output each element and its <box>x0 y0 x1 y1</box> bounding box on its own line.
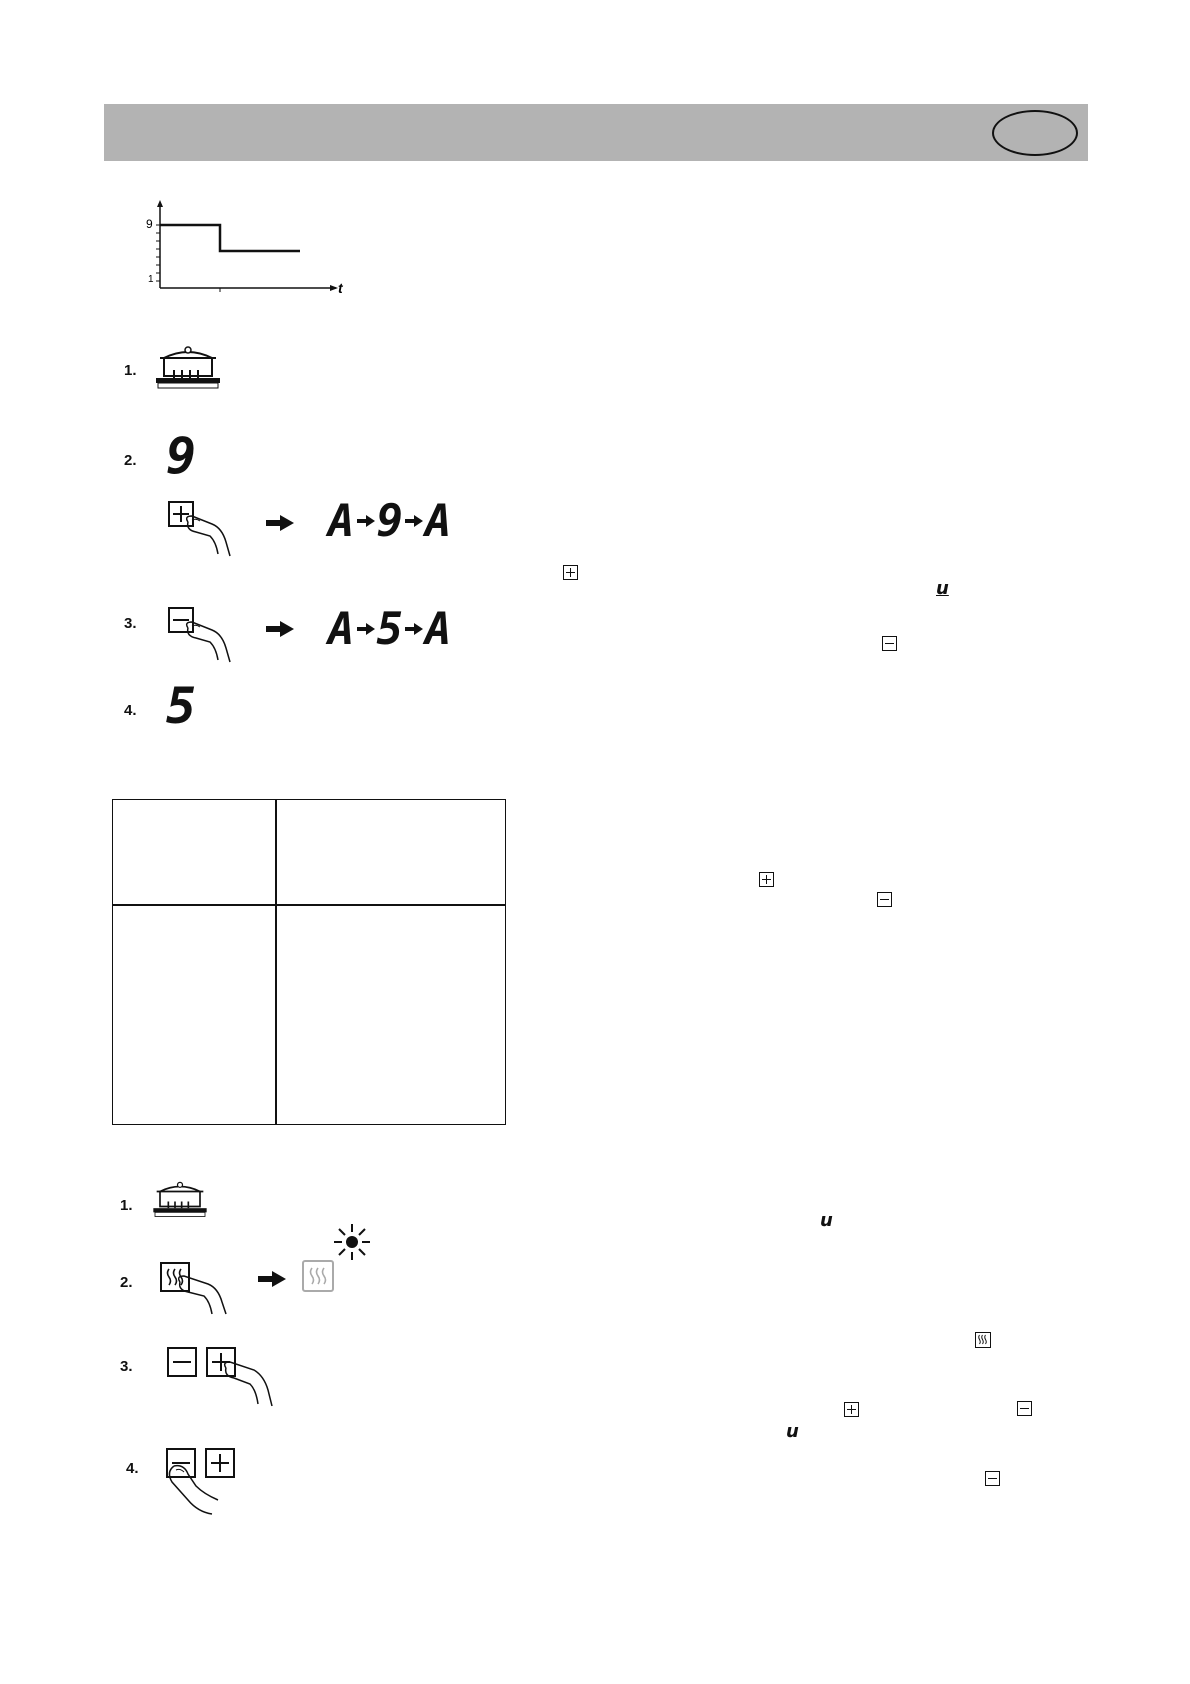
pot-on-hob-icon <box>152 344 224 390</box>
sequence-char: 9 <box>376 495 403 547</box>
minus-display-sequence <box>328 604 452 654</box>
inline-minus-key-icon <box>985 1471 1000 1486</box>
finger-icon <box>182 618 232 664</box>
inline-plus-key-icon <box>759 872 774 887</box>
section-b-step-1-label: 1. <box>120 1197 133 1214</box>
graph-label-t: t <box>338 280 343 296</box>
graph-power-curve <box>160 225 300 251</box>
language-badge-oval <box>992 110 1078 156</box>
arrow-right-icon <box>256 1271 288 1287</box>
sequence-char: A <box>425 603 452 655</box>
arrow-right-icon <box>405 515 423 527</box>
graph-label-1: 1 <box>148 274 154 285</box>
plus-display-sequence <box>328 496 452 546</box>
finger-icon <box>174 1272 230 1316</box>
graph-y-arrow <box>157 200 163 207</box>
inline-display-u: u <box>820 1210 833 1231</box>
power-level-graph <box>140 198 360 298</box>
inline-minus-key-icon <box>882 636 897 651</box>
inline-display-u-underlined: u <box>936 578 949 599</box>
flashing-sun-icon <box>332 1222 372 1262</box>
section-a-step-2-label: 2. <box>124 452 137 469</box>
inline-minus-key-icon <box>1017 1401 1032 1416</box>
table <box>112 799 506 1125</box>
inline-keep-warm-key-icon <box>975 1332 991 1348</box>
arrow-right-icon <box>266 515 294 531</box>
table-column-divider <box>275 800 277 1124</box>
minus-key-icon <box>167 1347 197 1377</box>
section-b-step-3-label: 3. <box>120 1358 133 1375</box>
finger-icon <box>182 512 232 558</box>
inline-minus-key-icon <box>877 892 892 907</box>
arrow-right-icon <box>357 623 375 635</box>
sequence-char: A <box>425 495 452 547</box>
header-band <box>104 104 1088 161</box>
table-row-divider <box>113 904 505 906</box>
display-digit-9: 9 <box>166 427 197 485</box>
graph-label-9: 9 <box>146 217 153 231</box>
finger-icon <box>164 1460 228 1516</box>
keep-warm-indicator-icon <box>302 1260 334 1292</box>
pot-on-hob-icon <box>150 1178 210 1220</box>
sequence-char: A <box>328 603 355 655</box>
arrow-right-icon <box>266 621 294 637</box>
arrow-right-icon <box>357 515 375 527</box>
graph-x-arrow <box>330 285 338 291</box>
section-a-step-1-label: 1. <box>124 362 137 379</box>
sequence-char: A <box>328 495 355 547</box>
sequence-char: 5 <box>376 603 403 655</box>
section-a-step-4-label: 4. <box>124 702 137 719</box>
display-digit-5: 5 <box>166 677 197 735</box>
section-b-step-4-label: 4. <box>126 1460 139 1477</box>
section-b-step-2-label: 2. <box>120 1274 133 1291</box>
inline-display-u: u <box>786 1421 799 1442</box>
inline-plus-key-icon <box>563 565 578 580</box>
finger-icon <box>220 1358 276 1408</box>
arrow-right-icon <box>405 623 423 635</box>
inline-plus-key-icon <box>844 1402 859 1417</box>
section-a-step-3-label: 3. <box>124 615 137 632</box>
